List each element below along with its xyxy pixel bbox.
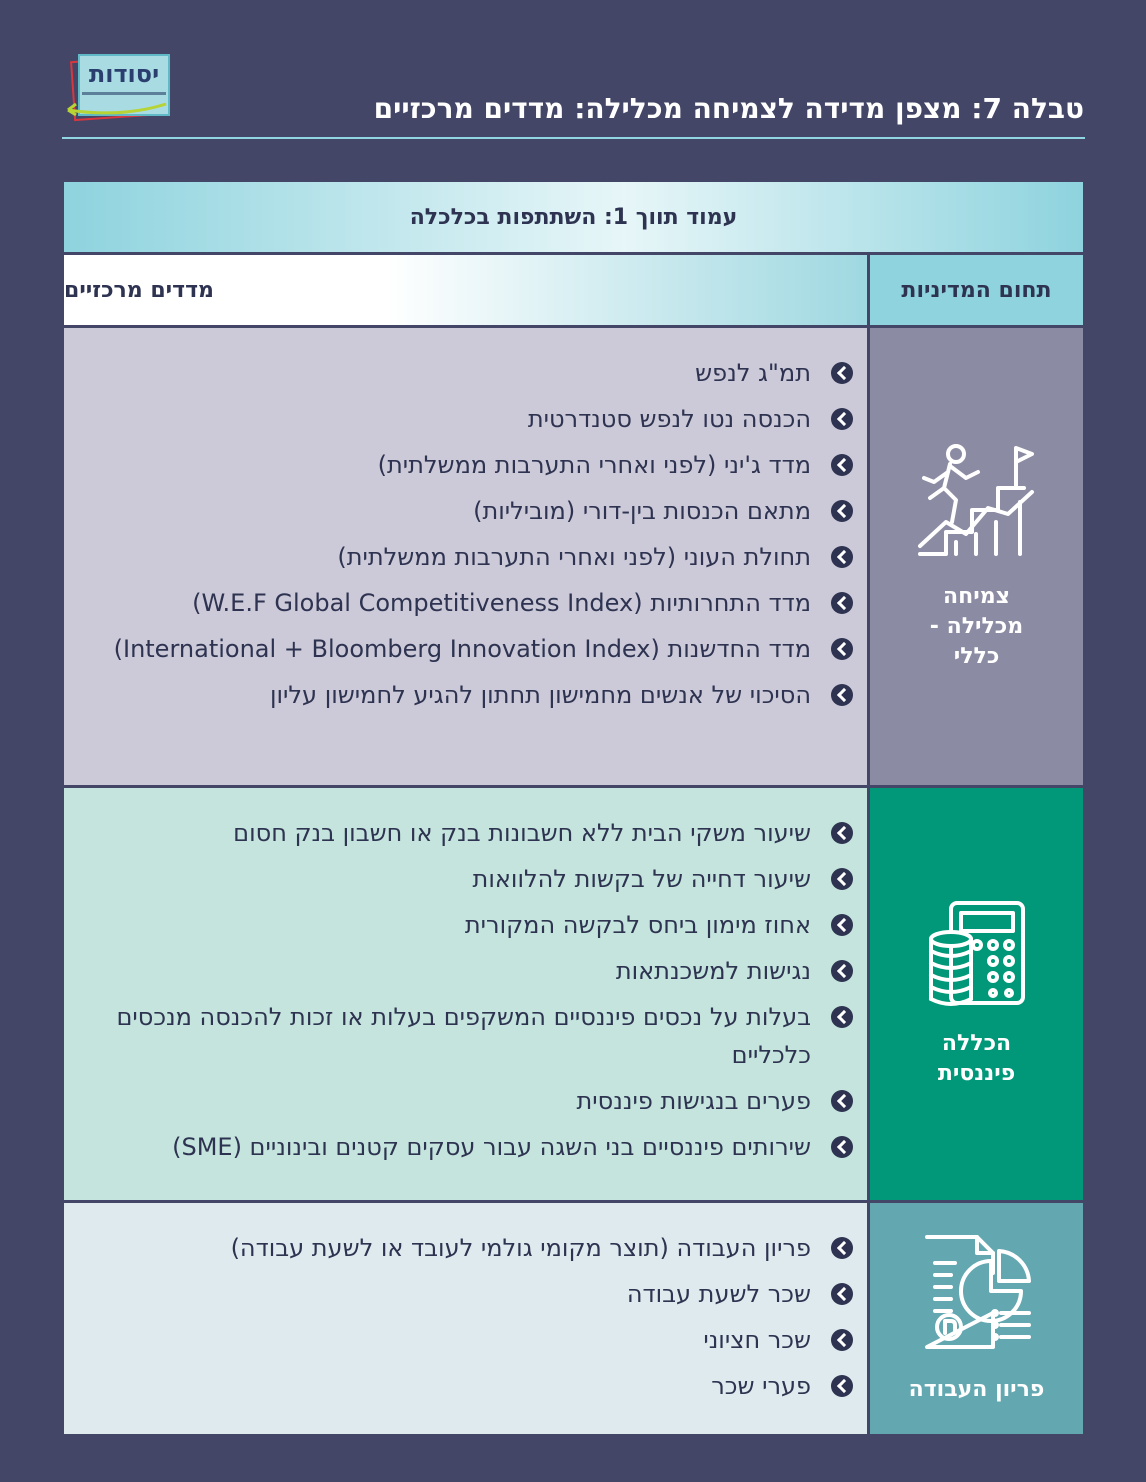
row-financial-inclusion-domain: [870, 788, 1083, 1200]
measures-table: [64, 182, 1083, 1434]
measure-item: [84, 1229, 853, 1267]
chevron-bullet-icon: [831, 500, 853, 522]
chevron-bullet-icon: [831, 362, 853, 384]
measure-text: הכנסה נטו לנפש סטנדרטית: [527, 405, 811, 433]
chevron-bullet-icon: [831, 684, 853, 706]
chevron-bullet-icon: [831, 868, 853, 890]
chevron-bullet-icon: [831, 454, 853, 476]
chevron-bullet-icon: [831, 822, 853, 844]
chevron-bullet-icon: [831, 592, 853, 614]
row-financial-inclusion-measures: [64, 788, 867, 1200]
measure-item: [84, 400, 853, 438]
measure-text: אחוז מימון ביחס לבקשה המקורית: [464, 911, 811, 939]
chevron-bullet-icon: [831, 1090, 853, 1112]
row-inclusive-growth-measures: [64, 328, 867, 785]
measure-item: [84, 354, 853, 392]
measure-item: [84, 538, 853, 576]
row-inclusive-growth-domain: [870, 328, 1083, 785]
measure-text: שכר חציוני: [703, 1326, 811, 1354]
chevron-bullet-icon: [831, 1237, 853, 1259]
header-key-measures: מדדים מרכזיים: [64, 255, 867, 325]
measure-text: מדד ג'יני (לפני ואחרי התערבות ממשלתית): [377, 451, 811, 479]
measure-text: תמ"ג לנפש: [695, 359, 811, 387]
chevron-bullet-icon: [831, 408, 853, 430]
chevron-bullet-icon: [831, 1006, 853, 1028]
measure-item: [84, 906, 853, 944]
measure-text: הסיכוי של אנשים מחמישון תחתון להגיע לחמישון עליון: [269, 681, 811, 709]
chevron-bullet-icon: [831, 914, 853, 936]
measure-text: שיעור דחייה של בקשות להלוואות: [472, 865, 811, 893]
chevron-bullet-icon: [831, 960, 853, 982]
measure-text: שיעור משקי הבית ללא חשבונות בנק או חשבון בנק חסום: [233, 819, 811, 847]
measure-item: [84, 952, 853, 990]
measure-item: [84, 860, 853, 898]
measure-item: [84, 1128, 853, 1166]
chevron-bullet-icon: [831, 1329, 853, 1351]
measures-list: [84, 354, 853, 714]
chevron-bullet-icon: [831, 638, 853, 660]
domain-label: פריון העבודה: [908, 1376, 1045, 1402]
measure-text: נגישות למשכנתאות: [615, 957, 811, 985]
logo-text: יסודות: [88, 60, 160, 88]
title-divider: [62, 137, 1085, 139]
page-title: טבלה 7: מצפן מדידה לצמיחה מכלילה: מדדים מרכזיים: [373, 92, 1084, 125]
measure-text: מתאם הכנסות בין-דורי (מוביליות): [473, 497, 811, 525]
measure-item: [84, 492, 853, 530]
measure-text: שירותים פיננסיים בני השגה עבור עסקים קטנים ובינוניים (SME): [172, 1133, 811, 1161]
measure-text: מדד החדשנות (International + Bloomberg Innovation Index): [113, 635, 811, 663]
measure-item: [84, 1275, 853, 1313]
header-policy-domain: תחום המדיניות: [870, 255, 1083, 325]
measure-text: פריון העבודה (תוצר מקומי גולמי לעובד או לשעת עבודה): [230, 1234, 811, 1262]
chevron-bullet-icon: [831, 1375, 853, 1397]
chevron-bullet-icon: [831, 1136, 853, 1158]
measure-text: מדד התחרותיות (W.E.F Global Competitiveness Index): [192, 589, 811, 617]
domain-label: הכללה פיננסית: [937, 1031, 1016, 1086]
growth-stairs-icon: [916, 442, 1038, 562]
row-labor-productivity-domain: [870, 1203, 1083, 1434]
measure-item: [84, 1082, 853, 1120]
measure-text: שכר לשעת עבודה: [626, 1280, 811, 1308]
row-labor-productivity-measures: [64, 1203, 867, 1434]
logo-tagline: [82, 92, 166, 95]
pillar-header: עמוד תווך 1: השתתפות בכלכלה: [64, 182, 1083, 252]
domain-label: צמיחה מכלילה - כללי: [929, 583, 1024, 669]
calculator-coins-icon: [927, 899, 1027, 1009]
chevron-bullet-icon: [831, 1283, 853, 1305]
measure-item: [84, 814, 853, 852]
measure-text: בעלות על נכסים פיננסיים המשקפים בעלות או זכות להכנסה מנכסים כלכליים: [116, 1003, 811, 1069]
measure-item: [84, 584, 853, 622]
report-chart-icon: [921, 1233, 1033, 1351]
measure-item: [84, 1321, 853, 1359]
measure-text: תחולת העוני (לפני ואחרי התערבות ממשלתית): [337, 543, 811, 571]
measure-item: [84, 630, 853, 668]
measure-text: פערי שכר: [711, 1372, 811, 1400]
measure-item: [84, 676, 853, 714]
measures-list: [84, 1229, 853, 1405]
measure-item: [84, 998, 853, 1074]
measure-item: [84, 1367, 853, 1405]
measure-item: [84, 446, 853, 484]
logo: [62, 52, 172, 120]
chevron-bullet-icon: [831, 546, 853, 568]
measure-text: פערים בנגישות פיננסית: [576, 1087, 811, 1115]
measures-list: [84, 814, 853, 1166]
logo-arrow-icon: [62, 100, 170, 120]
